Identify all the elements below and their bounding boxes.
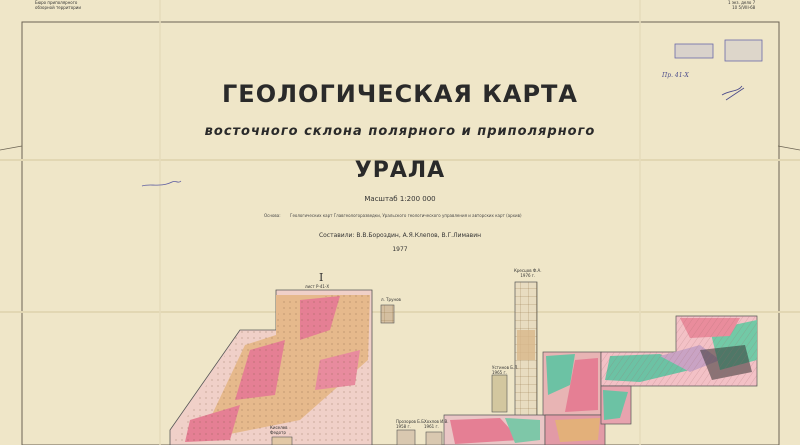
text-cursor-mark: I: [319, 271, 324, 284]
inset-label: Устинов Б.Л. 1965 г.: [492, 365, 519, 375]
basis-label: Основа:: [264, 213, 281, 218]
inset-block: [381, 305, 394, 323]
corner-stamp: Бюро приполярного обзорной территории: [35, 0, 81, 10]
inset-label: лист Р-41-Х: [305, 284, 330, 289]
stamp-box: [725, 40, 762, 61]
map-authors: Составили: В.В.Бороздин, А.Я.Клепов, В.Г.Лимавин: [318, 232, 482, 239]
inset-block: [492, 375, 507, 412]
basis-text: Геологических карт Главгеологоразведки, Уральского геологического управления и авторских карт (архив): [290, 213, 522, 218]
map-scale: Масштаб 1:200 000: [364, 195, 436, 203]
inset-label: Кресцов Ф.А. 1976 г.: [514, 268, 542, 278]
inset-block: [397, 430, 415, 445]
map-year: 1977: [392, 246, 408, 253]
inset-label: Киселев Федото: [270, 425, 288, 435]
inset-label: л. Трунов: [381, 297, 401, 302]
geology-unit-ochre: [555, 418, 600, 442]
stamp-box: [675, 44, 713, 58]
inset-label: Хохлов И.В. 1961 г.: [424, 419, 449, 429]
map-region-title: УРАЛА: [354, 158, 446, 183]
corner-stamp: 1 экз. дело 7 10 5/VIII-68: [728, 0, 756, 10]
geology-unit-ochre: [517, 330, 535, 360]
inset-block: [426, 432, 442, 445]
inset-block: [272, 437, 292, 445]
map-title: ГЕОЛОГИЧЕСКАЯ КАРТА: [222, 80, 578, 108]
inset-label: Прозоров Б.Б. 1958 г.: [396, 419, 426, 429]
map-subtitle: восточного склона полярного и приполярного: [204, 124, 596, 139]
handwritten-note: Пр. 41-Х: [662, 72, 689, 79]
